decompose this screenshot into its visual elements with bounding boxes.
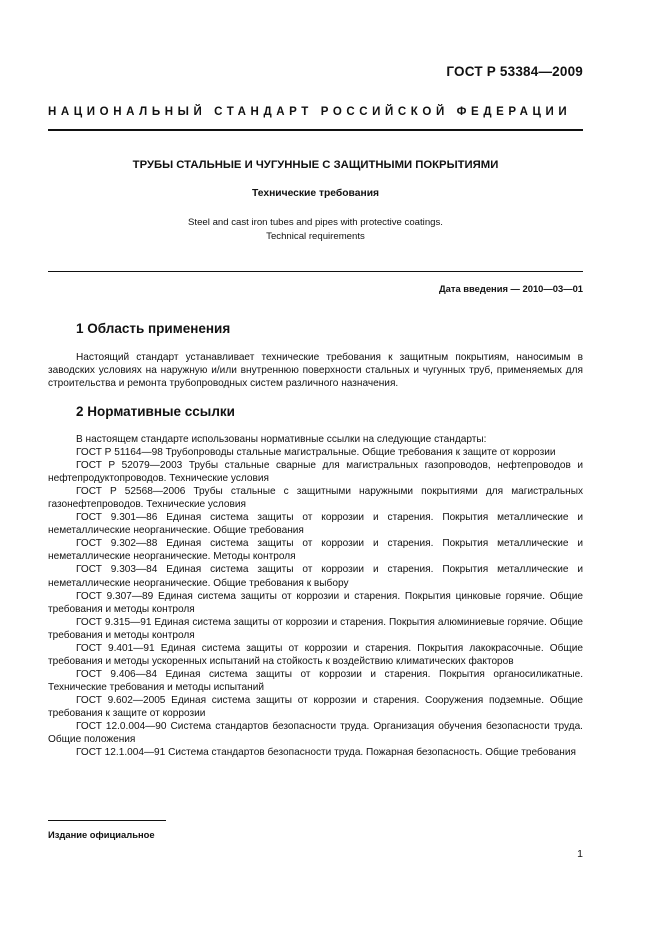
section-heading-references: 2 Нормативные ссылки	[76, 404, 235, 419]
reference-item: ГОСТ 9.406—84 Единая система защиты от коррозии и старения. Покрытия органосиликатные. Технические требования и методы испытаний	[48, 668, 583, 693]
reference-item: ГОСТ 9.315—91 Единая система защиты от коррозии и старения. Покрытия алюминиевые горячие. Общие требования и методы контроля	[48, 616, 583, 641]
english-title-line-2: Technical requirements	[266, 230, 365, 242]
reference-item: ГОСТ Р 51164—98 Трубопроводы стальные магистральные. Общие требования к защите от коррозии	[76, 447, 556, 459]
reference-item: ГОСТ Р 52079—2003 Трубы стальные сварные для магистральных газопроводов, нефтепроводов и нефтепродуктопроводов. Технические условия	[48, 460, 583, 485]
introduction-date: Дата введения — 2010—03—01	[438, 283, 583, 294]
document-title: ТРУБЫ СТАЛЬНЫЕ И ЧУГУННЫЕ С ЗАЩИТНЫМИ ПОКРЫТИЯМИ	[132, 159, 499, 171]
document-code: ГОСТ Р 53384—2009	[446, 64, 583, 79]
official-edition-label: Издание официальное	[48, 829, 155, 840]
national-standard-text: НАЦИОНАЛЬНЫЙ СТАНДАРТ РОССИЙСКОЙ ФЕДЕРАЦИИ	[48, 106, 572, 118]
reference-item: ГОСТ 9.303—84 Единая система защиты от коррозии и старения. Покрытия металлические и неметаллические неорганические. Общие требования к выбору	[48, 564, 583, 589]
scope-paragraph	[48, 351, 583, 390]
page-number: 1	[577, 848, 583, 860]
reference-item: ГОСТ 12.1.004—91 Система стандартов безопасности труда. Пожарная безопасность. Общие требования	[76, 747, 576, 759]
document-subtitle: Технические требования	[251, 188, 380, 199]
reference-item: ГОСТ 9.301—86 Единая система защиты от коррозии и старения. Покрытия металлические и неметаллические неорганические. Общие требования	[48, 512, 583, 537]
reference-item: ГОСТ 12.0.004—90 Система стандартов безопасности труда. Организация обучения безопасности труда. Общие положения	[48, 721, 583, 746]
english-title	[48, 216, 583, 243]
reference-item: ГОСТ 9.602—2005 Единая система защиты от коррозии и старения. Сооружения подземные. Общие требования к защите от коррозии	[48, 694, 583, 719]
references-intro: В настоящем стандарте использованы нормативные ссылки на следующие стандарты:	[76, 434, 487, 445]
reference-item: ГОСТ 9.307—89 Единая система защиты от коррозии и старения. Покрытия цинковые горячие. Общие требования и методы контроля	[48, 590, 583, 615]
reference-item: ГОСТ 9.302—88 Единая система защиты от коррозии и старения. Покрытия металлические и неметаллические неорганические. Методы контроля	[48, 538, 583, 563]
header-rule	[48, 129, 583, 131]
english-title-line-1: Steel and cast iron tubes and pipes with protective coatings.	[188, 217, 443, 228]
footer-rule	[48, 820, 166, 821]
section-heading-scope: 1 Область применения	[76, 321, 231, 336]
reference-item: ГОСТ 9.401—91 Единая система защиты от коррозии и старения. Покрытия лакокрасочные. Общие требования и методы ускоренных испытаний на стойкость к воздействию климатических факторов	[48, 642, 583, 667]
title-rule	[48, 271, 583, 272]
scope-text: Настоящий стандарт устанавливает технические требования к защитным покрытиям, наносимым в заводских условиях на наружную и/или внутреннюю поверхности стальных и чугунных труб, применяемых для строительства и ремонта трубопроводных систем различного назначения.	[48, 352, 583, 390]
references-list	[48, 433, 583, 759]
national-standard-banner	[48, 106, 583, 118]
reference-item: ГОСТ Р 52568—2006 Трубы стальные с защитными наружными покрытиями для магистральных газонефтепроводов. Технические условия	[48, 486, 583, 511]
